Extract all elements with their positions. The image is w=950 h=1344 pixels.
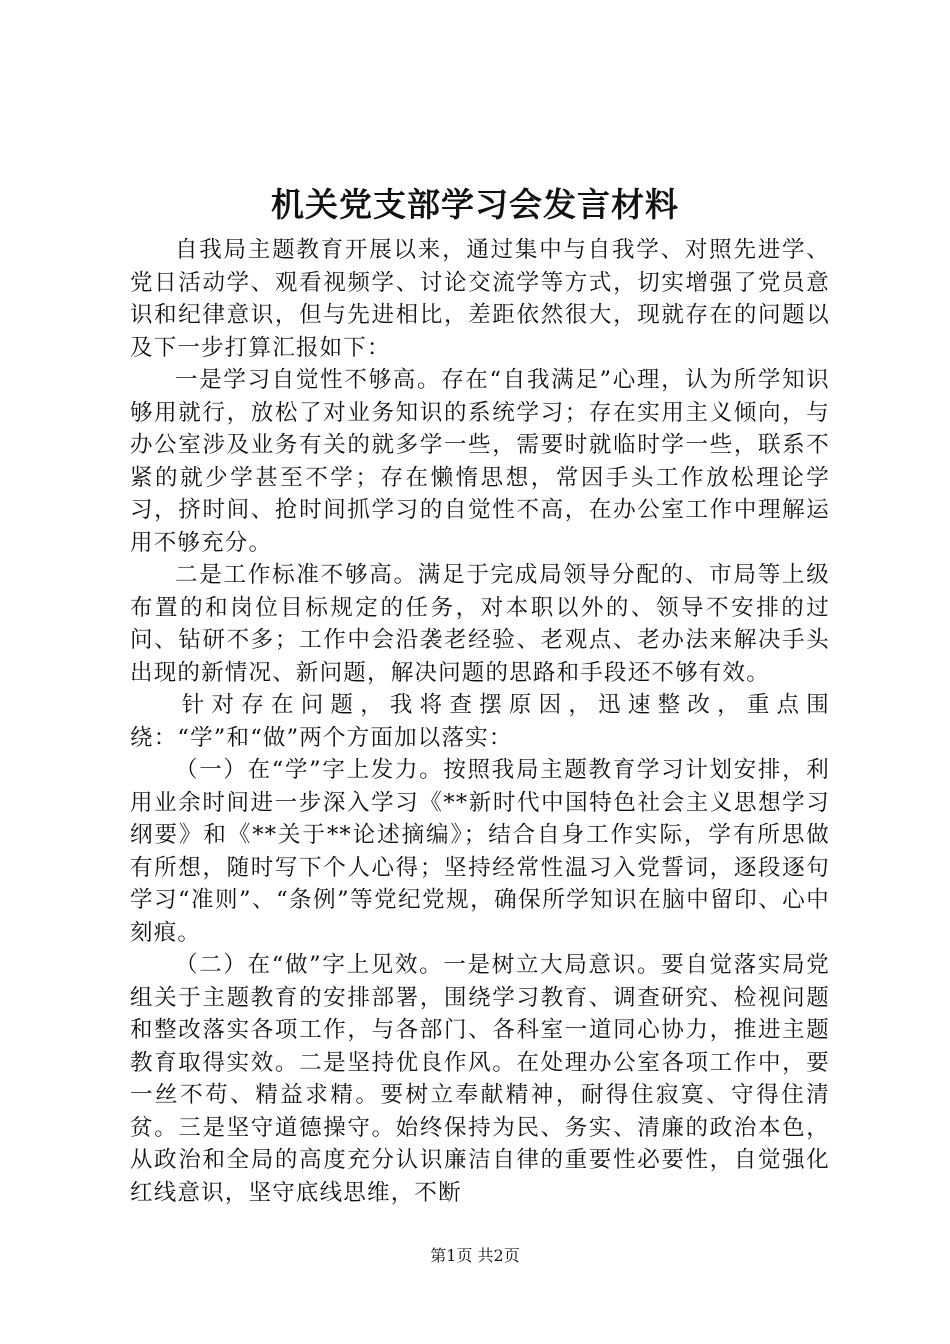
page-number-footer: 第1页 共2页 (430, 1246, 520, 1265)
paragraph-intro: 自我局主题教育开展以来，通过集中与自我学、对照先进学、党日活动学、观看视频学、讨论交流学等方式，切实增强了党员意识和纪律意识，但与先进相比，差距依然很大，现就存在的问题以及下一步打算汇报如下： (130, 237, 830, 361)
paragraph-measures-intro: 针对存在问题，我将查摆原因，迅速整改，重点围绕：“学”和“做”两个方面加以落实： (130, 692, 830, 751)
paragraph-measure-practice: （二）在“做”字上见效。一是树立大局意识。要自觉落实局党组关于主题教育的安排部署，围绕学习教育、调查研究、检视问题和整改落实各项工作，与各部门、各科室一道同心协力，推进主题教育取得实效。二是坚持优良作风。在处理办公室各项工作中，要一丝不苟、精益求精。要树立奉献精神，耐得住寂寞、守得住清贫。三是坚守道德操守。始终保持为民、务实、清廉的政治本色，从政治和全局的高度充分认识廉洁自律的重要性必要性，自觉强化红线意识，坚守底线思维，不断 (130, 952, 830, 1206)
paragraph-problem-2: 二是工作标准不够高。满足于完成局领导分配的、市局等上级布置的和岗位目标规定的任务，对本职以外的、领导不安排的过问、钻研不多；工作中会沿袭老经验、老观点、老办法来解决手头出现的新情况、新问题，解决问题的思路和手段还不够有效。 (130, 562, 830, 686)
paragraph-problem-1: 一是学习自觉性不够高。存在“自我满足”心理，认为所学知识够用就行，放松了对业务知识的系统学习；存在实用主义倾向，与办公室涉及业务有关的就多学一些，需要时就临时学一些，联系不紧的就少学甚至不学；存在懒惰思想，常因手头工作放松理论学习，挤时间、抢时间抓学习的自觉性不高，在办公室工作中理解运用不够充分。 (130, 367, 830, 556)
document-body (130, 234, 830, 1209)
document-title: 机关党支部学习会发言材料 (271, 185, 679, 224)
paragraph-measure-study: （一）在“学”字上发力。按照我局主题教育学习计划安排，利用业余时间进一步深入学习《**新时代中国特色社会主义思想学习纲要》和《**关于**论述摘编》；结合自身工作实际，学有所思做有所想，随时写下个人心得；坚持经常性温习入党誓词，逐段逐句学习“准则”、“条例”等党纪党规，确保所学知识在脑中留印、心中刻痕。 (130, 757, 830, 946)
